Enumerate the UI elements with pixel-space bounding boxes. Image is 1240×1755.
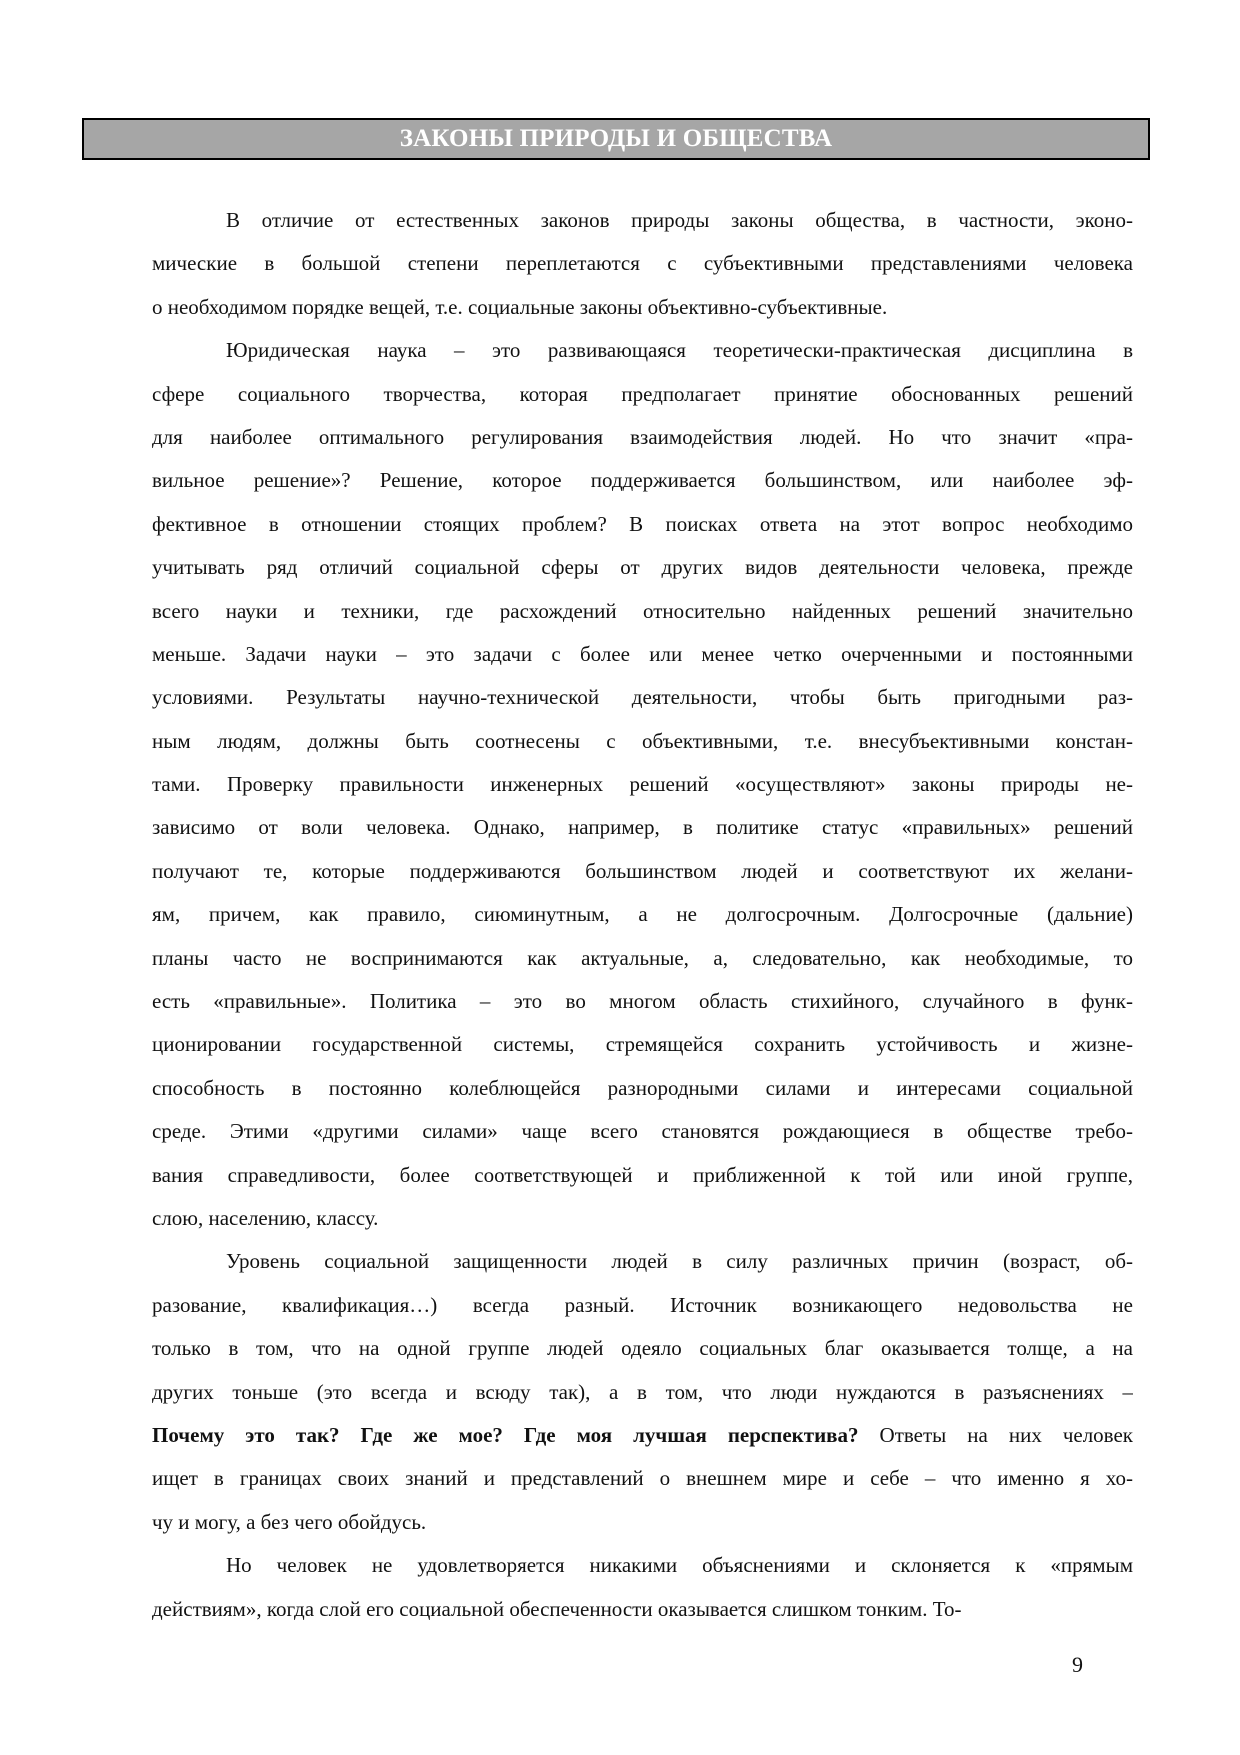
line-text: сфере социального творчества, которая предполагает принятие обоснованных решений — [152, 381, 1133, 406]
line-text: Но человек не удовлетворяется никакими объяснениями и склоняется к «прямым — [226, 1553, 1133, 1578]
text-line — [152, 590, 1133, 633]
text-line — [152, 242, 1133, 285]
text-line — [152, 1023, 1133, 1066]
section-heading: ЗАКОНЫ ПРИРОДЫ И ОБЩЕСТВА — [399, 125, 833, 152]
line-text: есть «правильные». Политика – это во многом область стихийного, случайного в функ- — [152, 989, 1133, 1014]
line-text: способность в постоянно колеблющейся разнородными силами и интересами социальной — [152, 1075, 1133, 1100]
text-line — [152, 416, 1133, 459]
line-text: ям, причем, как правило, сиюминутным, а не долгосрочным. Долгосрочные (дальние) — [152, 902, 1133, 927]
text-line — [152, 459, 1133, 502]
text-line — [152, 1544, 1133, 1587]
line-text: действиям», когда слой его социальной обеспеченности оказывается слишком тонким. То- — [152, 1596, 962, 1621]
paragraph — [152, 1544, 1133, 1631]
line-text: ным людям, должны быть соотнесены с объективными, т.е. внесубъективными констан- — [152, 728, 1133, 753]
line-text: учитывать ряд отличий социальной сферы от других видов деятельности человека, прежде — [152, 555, 1133, 580]
paragraph — [152, 329, 1133, 1240]
paragraph — [152, 1240, 1133, 1544]
text-line — [152, 1197, 1133, 1240]
text-line — [152, 850, 1133, 893]
line-text: ционировании государственной системы, стремящейся сохранить устойчивость и жизне- — [152, 1032, 1133, 1057]
text-line — [152, 1110, 1133, 1153]
text-line — [152, 806, 1133, 849]
page-number: 9 — [1072, 1652, 1083, 1677]
bold-questions: Почему это так? Где же мое? Где моя лучшая перспектива? — [152, 1422, 859, 1447]
text-line — [152, 1240, 1133, 1283]
line-text: среде. Этими «другими силами» чаще всего становятся рождающиеся в обществе требо- — [152, 1119, 1133, 1144]
text-line — [152, 503, 1133, 546]
body-text — [152, 199, 1133, 1631]
line-text: Ответы на них человек — [858, 1422, 1133, 1447]
line-text: условиями. Результаты научно-технической деятельности, чтобы быть пригодными раз- — [152, 685, 1133, 710]
line-text: тами. Проверку правильности инженерных решений «осуществляют» законы природы не- — [152, 772, 1133, 797]
text-line — [152, 373, 1133, 416]
line-text: меньше. Задачи науки – это задачи с более или менее четко очерченными и постоянными — [152, 641, 1133, 666]
line-text: фективное в отношении стоящих проблем? В поисках ответа на этот вопрос необходимо — [152, 511, 1133, 536]
text-line — [152, 1501, 1133, 1544]
text-line — [152, 980, 1133, 1023]
line-text: слою, населению, классу. — [152, 1205, 379, 1230]
line-text: ищет в границах своих знаний и представлений о внешнем мире и себе – что именно я хо- — [152, 1466, 1133, 1491]
paragraph — [152, 199, 1133, 329]
line-text: о необходимом порядке вещей, т.е. социальные законы объективно-субъективные. — [152, 294, 888, 319]
text-line — [152, 1154, 1133, 1197]
text-line — [152, 286, 1133, 329]
line-text: зависимо от воли человека. Однако, например, в политике статус «правильных» решений — [152, 815, 1133, 840]
line-text: В отличие от естественных законов природы законы общества, в частности, эконо- — [226, 208, 1133, 232]
line-text: мические в большой степени переплетаются с субъективными представлениями человека — [152, 251, 1133, 276]
line-text: для наиболее оптимального регулирования взаимодействия людей. Но что значит «пра- — [152, 424, 1133, 449]
text-line — [152, 329, 1133, 372]
line-text: Юридическая наука – это развивающаяся теоретически-практическая дисциплина в — [226, 338, 1133, 363]
line-text: всего науки и техники, где расхождений относительно найденных решений значительно — [152, 598, 1133, 623]
line-text: вильное решение»? Решение, которое поддерживается большинством, или наиболее эф- — [152, 468, 1133, 493]
line-text: других тоньше (это всегда и всюду так), а в том, что люди нуждаются в разъяснениях – — [152, 1379, 1133, 1404]
text-line — [152, 1371, 1133, 1414]
line-text: только в том, что на одной группе людей одеяло социальных благ оказывается толще, а на — [152, 1336, 1133, 1361]
section-heading-box — [82, 118, 1150, 160]
line-text: Уровень социальной защищенности людей в силу различных причин (возраст, об- — [226, 1249, 1133, 1274]
line-text: разование, квалификация…) всегда разный. Источник возникающего недовольства не — [152, 1292, 1133, 1317]
text-line — [152, 1284, 1133, 1327]
text-line — [152, 1327, 1133, 1370]
text-line — [152, 1414, 1133, 1457]
text-line — [152, 676, 1133, 719]
text-line — [152, 893, 1133, 936]
line-text: получают те, которые поддерживаются большинством людей и соответствуют их желани- — [152, 858, 1133, 883]
text-line — [152, 720, 1133, 763]
text-line — [152, 1588, 1133, 1631]
text-line — [152, 633, 1133, 676]
text-line — [152, 199, 1133, 242]
line-text: чу и могу, а без чего обойдусь. — [152, 1509, 427, 1534]
text-line — [152, 937, 1133, 980]
text-line — [152, 1457, 1133, 1500]
text-line — [152, 1067, 1133, 1110]
text-line — [152, 546, 1133, 589]
line-text: вания справедливости, более соответствующей и приближенной к той или иной группе, — [152, 1162, 1133, 1187]
line-text: планы часто не воспринимаются как актуальные, а, следовательно, как необходимые, то — [152, 945, 1133, 970]
text-line — [152, 763, 1133, 806]
